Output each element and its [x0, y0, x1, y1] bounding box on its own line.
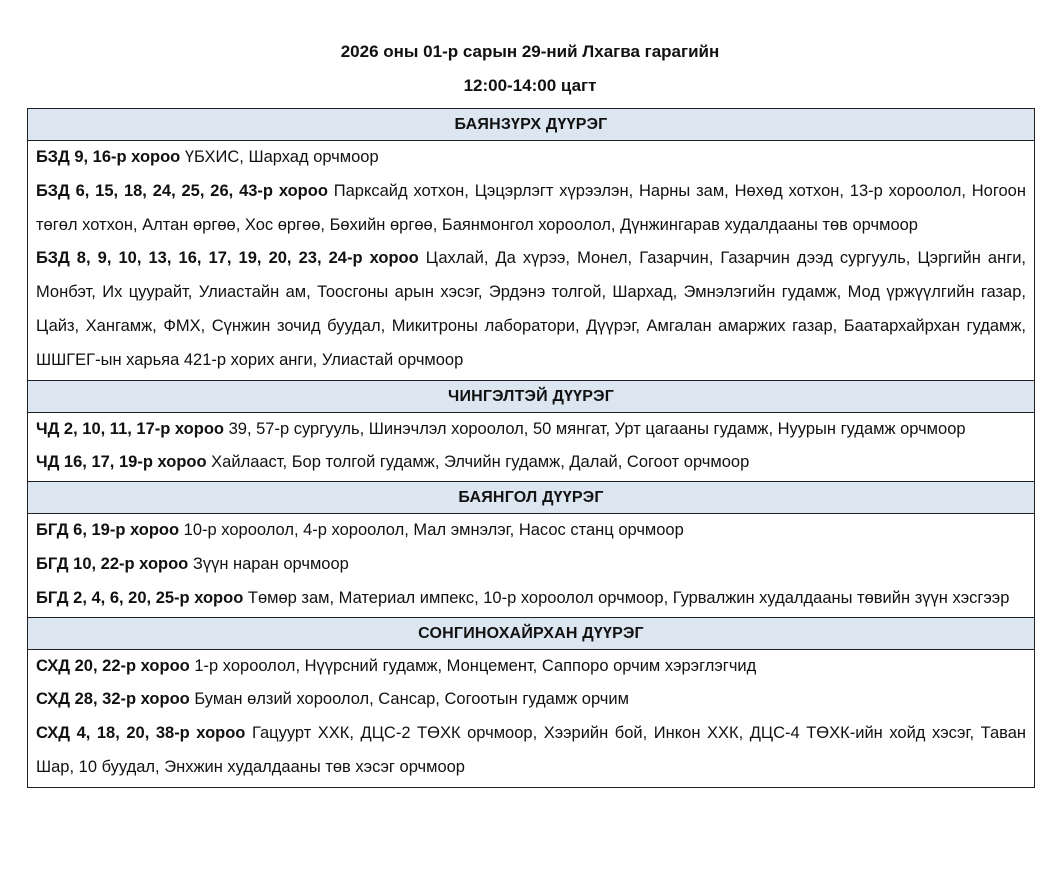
district-entry [36, 242, 1026, 377]
district-entry [36, 548, 1026, 582]
area-list: Хайлааст, Бор толгой гудамж, Элчийн гудамж, Далай, Согоот орчмоор [211, 453, 750, 472]
area-list: Зүүн наран орчмоор [192, 554, 349, 573]
khoroo-code: СХД 20, 22-р хороо [36, 656, 190, 675]
district-body-songinokhairkhan [28, 650, 1034, 788]
area-list: Гацуурт ХХК, ДЦС-2 ТӨХК орчмоор, Хээрийн бой, Инкон ХХК, ДЦС-4 ТӨХК-ийн хойд хэсэг, Таван Шар, 10 буудал, Энхжин худалдааны төв хэсэг орчмоор [36, 724, 1026, 776]
area-list: Парксайд хотхон, Цэцэрлэгт хүрээлэн, Нарны зам, Нөхөд хотхон, 13-р хороолол, Ногоон төгөл хотхон, Алтан өргөө, Хос өргөө, Бөхийн өргөө, Баянмонгол хороолол, Дүнжингарав худалдааны төв орчмоор [36, 181, 1026, 234]
khoroo-code: БЗД 6, 15, 18, 24, 25, 26, 43-р хороо [36, 181, 328, 200]
khoroo-code: СХД 4, 18, 20, 38-р хороо [36, 724, 246, 743]
district-entry [36, 650, 1026, 684]
area-list: ҮБХИС, Шархад орчмоор [184, 148, 379, 166]
area-list: 10-р хороолол, 4-р хороолол, Мал эмнэлэг, Насос станц орчмоор [183, 521, 684, 540]
khoroo-code: БГД 2, 4, 6, 20, 25-р хороо [36, 588, 244, 607]
khoroo-code: БГД 6, 19-р хороо [36, 521, 180, 540]
district-entry [36, 175, 1026, 243]
area-list: Цахлай, Да хүрээ, Монел, Газарчин, Газарчин дээд сургууль, Цэргийн анги, Монбэт, Их цуурайт, Улиастайн ам, Тоосгоны арын хэсэг, Эрдэнэ толгой, Шархад, Эмнэлэгийн гудамж, Мод үржүүлгийн газар, Цайз, Хангамж, ФМХ, Сүнжин зочид буудал, Микитроны лаборатори, Дүүрэг, Амгалан амаржих газар, Баатархайрхан гудамж, ШШГЕГ-ын харьяа 421-р хорих анги, Улиастай орчмоор [36, 249, 1027, 369]
area-list: 39, 57-р сургууль, Шинэчлэл хороолол, 50 мянгат, Урт цагааны гудамж, Нуурын гудамж орчмоор [228, 419, 966, 438]
khoroo-code: СХД 28, 32-р хороо [36, 690, 190, 709]
time-range: 12:00-14:00 цагт [463, 76, 597, 95]
area-list: 1-р хороолол, Нүүрсний гудамж, Монцемент, Саппоро орчим хэрэглэгчид [194, 656, 757, 675]
area-list: Төмөр зам, Материал импекс, 10-р хороолол орчмоор, Гурвалжин худалдааны төвийн зүүн хэсгээр [247, 588, 1010, 607]
district-header-bayanzurkh: БАЯНЗҮРХ ДҮҮРЭГ [28, 109, 1034, 141]
district-entry [36, 514, 1026, 548]
district-entry [36, 141, 1026, 175]
khoroo-code: ЧД 16, 17, 19-р хороо [36, 453, 207, 472]
outage-table [27, 108, 1035, 788]
khoroo-code: БЗД 8, 9, 10, 13, 16, 17, 19, 20, 23, 24-р хороо [36, 249, 419, 268]
khoroo-code: БГД 10, 22-р хороо [36, 554, 189, 573]
khoroo-code: ЧД 2, 10, 11, 17-р хороо [36, 419, 225, 438]
document-title: 2026 оны 01-р сарын 29-ний Лхагва гарагийн [340, 42, 720, 61]
district-entry [36, 582, 1026, 616]
district-entry [36, 413, 1026, 447]
district-header-songinokhairkhan: СОНГИНОХАЙРХАН ДҮҮРЭГ [28, 618, 1034, 650]
district-entry [36, 683, 1026, 717]
district-body-bayanzurkh [28, 141, 1034, 381]
district-entry [36, 717, 1026, 785]
khoroo-code: БЗД 9, 16-р хороо [36, 148, 181, 166]
district-body-bayangol [28, 514, 1034, 617]
district-body-chingeltei [28, 413, 1034, 483]
area-list: Буман өлзий хороолол, Сансар, Согоотын гудамж орчим [194, 690, 629, 709]
district-entry [36, 446, 1026, 480]
district-header-chingeltei: ЧИНГЭЛТЭЙ ДҮҮРЭГ [28, 381, 1034, 413]
district-header-bayangol: БАЯНГОЛ ДҮҮРЭГ [28, 482, 1034, 514]
